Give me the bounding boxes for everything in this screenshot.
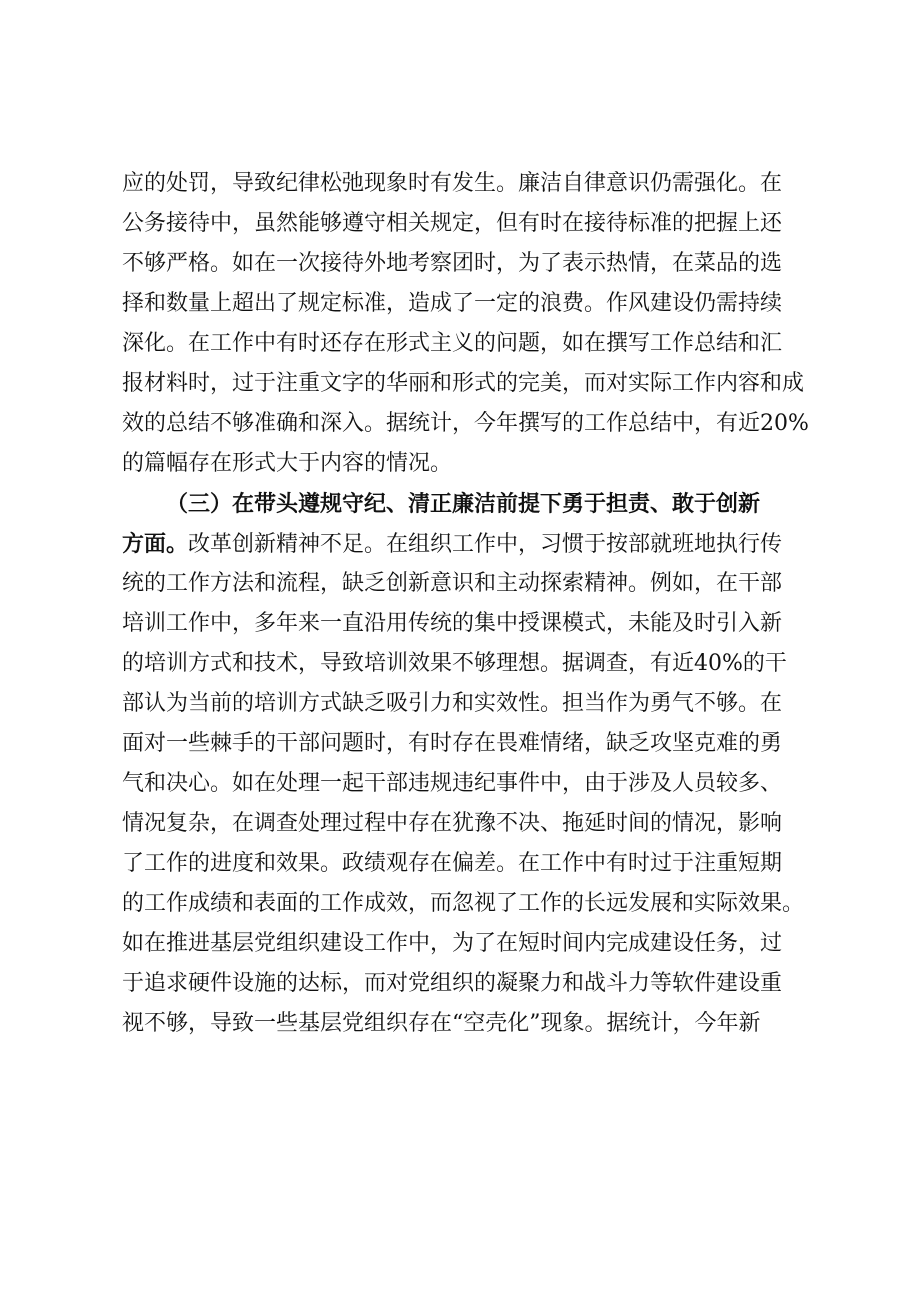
paragraph-2-line-11: 如在推进基层党组织建设工作中，为了在短时间内完成建设任务，过: [122, 931, 783, 956]
paragraph-1-line-6: 报材料时，过于注重文字的华丽和形式的完美，而对实际工作内容和成: [122, 371, 805, 396]
paragraph-1-line-7: 效的总结不够准确和深入。据统计，今年撰写的工作总结中，有近20%: [122, 411, 809, 436]
paragraph-1-line-2: 公务接待中，虽然能够遵守相关规定，但有时在接待标准的把握上还: [122, 211, 783, 236]
paragraph-2-line-1: [122, 524, 782, 564]
paragraph-2-line-8: 情况复杂，在调查处理过程中存在犹豫不决、拖延时间的情况，影响: [122, 811, 783, 836]
paragraph-2-line-9: 了工作的进度和效果。政绩观存在偏差。在工作中有时过于注重短期: [122, 851, 783, 876]
section-heading: （三）在带头遵规守纪、清正廉洁前提下勇于担责、敢于创新: [166, 491, 761, 517]
paragraph-2-line-1-rest: 改革创新精神不足。在组织工作中，习惯于按部就班地执行传: [188, 532, 783, 557]
paragraph-2-line-3: 培训工作中，多年来一直沿用传统的集中授课模式，未能及时引入新: [122, 611, 783, 636]
paragraph-1-line-3: 不够严格。如在一次接待外地考察团时，为了表示热情，在菜品的选: [122, 251, 783, 276]
paragraph-2-line-7: 气和决心。如在处理一起干部违规违纪事件中，由于涉及人员较多、: [122, 771, 783, 796]
paragraph-2-line-2: 统的工作方法和流程，缺乏创新意识和主动探索精神。例如，在干部: [122, 571, 783, 596]
paragraph-2-line-12: 于追求硬件设施的达标，而对党组织的凝聚力和战斗力等软件建设重: [122, 971, 783, 996]
paragraph-1-line-8: 的篇幅存在形式大于内容的情况。: [122, 451, 453, 476]
paragraph-1-line-4: 择和数量上超出了规定标准，造成了一定的浪费。作风建设仍需持续: [122, 291, 783, 316]
paragraph-2-line-6: 面对一些棘手的干部问题时，有时存在畏难情绪，缺乏攻坚克难的勇: [122, 731, 783, 756]
paragraph-2-line-13: 视不够，导致一些基层党组织存在“空壳化”现象。据统计，今年新: [122, 1011, 761, 1036]
paragraph-1-line-5: 深化。在工作中有时还存在形式主义的问题，如在撰写工作总结和汇: [122, 331, 783, 356]
section-heading-end: 方面。: [122, 531, 189, 557]
paragraph-2-line-4: 的培训方式和技术，导致培训效果不够理想。据调查，有近40%的干: [122, 651, 787, 676]
paragraph-1-line-1: 应的处罚，导致纪律松弛现象时有发生。廉洁自律意识仍需强化。在: [122, 171, 783, 196]
paragraph-2-line-5: 部认为当前的培训方式缺乏吸引力和实效性。担当作为勇气不够。在: [122, 691, 783, 716]
paragraph-2-line-10: 的工作成绩和表面的工作成效，而忽视了工作的长远发展和实际效果。: [122, 891, 805, 916]
